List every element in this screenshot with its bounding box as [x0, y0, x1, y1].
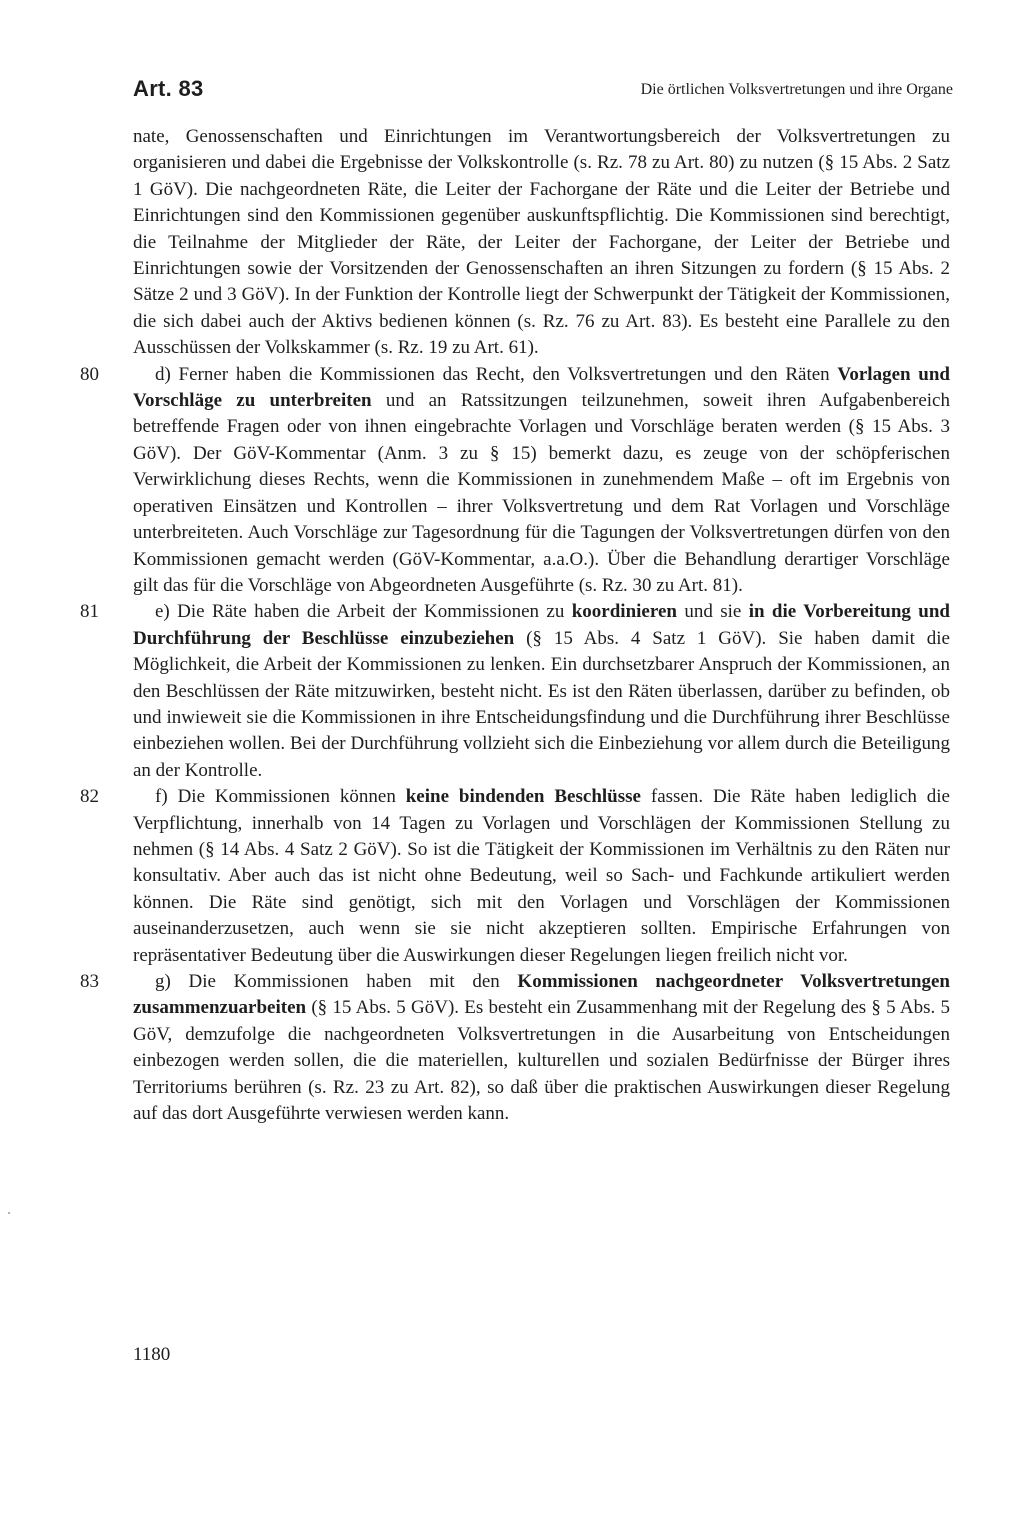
text-run: g) Die Kommissionen haben mit den [155, 971, 518, 992]
page-number: 1180 [133, 1344, 171, 1365]
text-run: und sie [676, 601, 749, 623]
bold-phrase: Kommissionen nachgeordneter Volksvertretungen zusammenzuarbeiten [133, 971, 950, 1019]
text-run: und an Ratssitzungen teilzunehmen, soweit ihren Aufgabenbereich betreffende Fragen oder von ihnen eingebrachte Vorlagen und Vorschläge beraten werden (§ 15 Abs. 3 GöV). Der GöV-Kommentar (Anm. 3 zu § 15) bemerkt dazu, es zeuge von der schöpferischen Verwirklichung dieses Rechts, wenn die Kommissionen in zunehmendem Maße – oft im Ergebnis von operativen Einsätzen und Kontrollen – ihrer Volksvertretung und dem Rat Vorlagen und Vorschläge unterbreiteten. Auch Vorschläge zur Tagesordnung für die Tagungen der Volksvertretungen dürfen von den Kommissionen gemacht werden (GöV-Kommentar, a.a.O.). Über die Behandlung derartiger Vorschläge gilt das für die Vorschläge von Abgeordneten Ausgeführte (s. Rz. 30 zu Art. 81). [133, 390, 950, 596]
bold-phrase: Vorlagen und Vorschläge zu unterbreiten [133, 363, 951, 412]
bold-phrase: koordinieren [571, 601, 677, 623]
text-run: e) Die Räte haben die Arbeit der Kommissionen zu [155, 601, 572, 623]
scan-speck [8, 1212, 10, 1214]
text-run: f) Die Kommissionen können [155, 786, 406, 808]
paragraph-rz-82 [80, 784, 950, 969]
paragraph-rz-80 [80, 362, 951, 600]
margin-number: 83 [80, 971, 99, 992]
page-header [133, 76, 953, 108]
text-run: fassen. Die Räte haben lediglich die Verpflichtung, innerhalb von 14 Tagen zu Vorlagen und Vorschlägen der Kommissionen Stellung zu nehmen (§ 14 Abs. 4 Satz 2 GöV). So ist die Tätigkeit der Kommissionen im Verhältnis zu den Räten nur konsultativ. Aber auch das ist nicht ohne Bedeutung, weil so Sach- und Fachkunde artikuliert werden können. Die Räte sind genötigt, sich mit den Vorlagen und Vorschlägen der Kommissionen auseinanderzusetzen, auch wenn sie sie nicht akzeptieren sollten. Empirische Erfahrungen von repräsentativer Bedeutung über die Auswirkungen dieser Regelungen liegen freilich nicht vor. [133, 786, 950, 966]
body-text [80, 124, 951, 1127]
article-number: Art. 83 [133, 76, 204, 101]
margin-number: 82 [80, 786, 99, 808]
running-title: Die örtlichen Volksvertretungen und ihre Organe [640, 81, 953, 98]
text-run: d) Ferner haben die Kommissionen das Recht, den Volksvertretungen und den Räten [155, 363, 838, 385]
paragraph-continuation [133, 124, 950, 362]
margin-number: 81 [80, 601, 99, 623]
text-run: nate, Genossenschaften und Einrichtungen im Verantwortungsbereich der Volksvertretungen zu organisieren und dabei die Ergebnisse der Volkskontrolle (s. Rz. 78 zu Art. 80) zu nutzen (§ 15 Abs. 2 Satz 1 GöV). Die nachgeordneten Räte, die Leiter der Fachorgane der Räte und die Leiter der Betriebe und Einrichtungen sind den Kommissionen gegenüber auskunftspflichtig. Die Kommissionen sind berechtigt, die Teilnahme der Mitglieder der Räte, der Leiter der Fachorgane, der Leiter der Betriebe und Einrichtungen sowie der Vorsitzenden der Genossenschaften an ihren Sitzungen zu fordern (§ 15 Abs. 2 Sätze 2 und 3 GöV). In der Funktion der Kontrolle liegt der Schwerpunkt der Tätigkeit der Kommissionen, die sich dabei auch der Aktivs bedienen können (s. Rz. 76 zu Art. 83). Es besteht eine Parallele zu den Ausschüssen der Volkskammer (s. Rz. 19 zu Art. 61). [133, 126, 950, 359]
bold-phrase: in die Vorbereitung und Durchführung der Beschlüsse einzubeziehen [133, 601, 950, 649]
paragraph-rz-83 [80, 969, 950, 1127]
text-run: (§ 15 Abs. 4 Satz 1 GöV). Sie haben damit die Möglichkeit, die Arbeit der Kommissionen zu lenken. Ein durchsetzbarer Anspruch der Kommissionen, an den Beschlüssen der Räte mitzuwirken, besteht nicht. Es ist den Räten überlassen, darüber zu befinden, ob und inwieweit sie die Kommissionen in ihre Entscheidungsfindung und die Durchführung ihrer Beschlüsse einbeziehen wollen. Bei der Durchführung vollzieht sich die Einbeziehung vor allem durch die Beteiligung an der Kontrolle. [133, 627, 950, 781]
bold-phrase: keine bindenden Beschlüsse [405, 786, 641, 808]
text-run: (§ 15 Abs. 5 GöV). Es besteht ein Zusammenhang mit der Regelung des § 5 Abs. 5 GöV, demzufolge die nachgeordneten Volksvertretungen in die Ausarbeitung von Entscheidungen einbezogen werden sollen, die die materiellen, kulturellen und sozialen Bedürfnisse der Bürger ihres Territoriums berühren (s. Rz. 23 zu Art. 82), so daß über die praktischen Auswirkungen dieser Regelung auf das dort Ausgeführte verwiesen werden kann. [133, 997, 950, 1125]
margin-number: 80 [80, 363, 99, 385]
paragraph-rz-81 [80, 599, 950, 784]
